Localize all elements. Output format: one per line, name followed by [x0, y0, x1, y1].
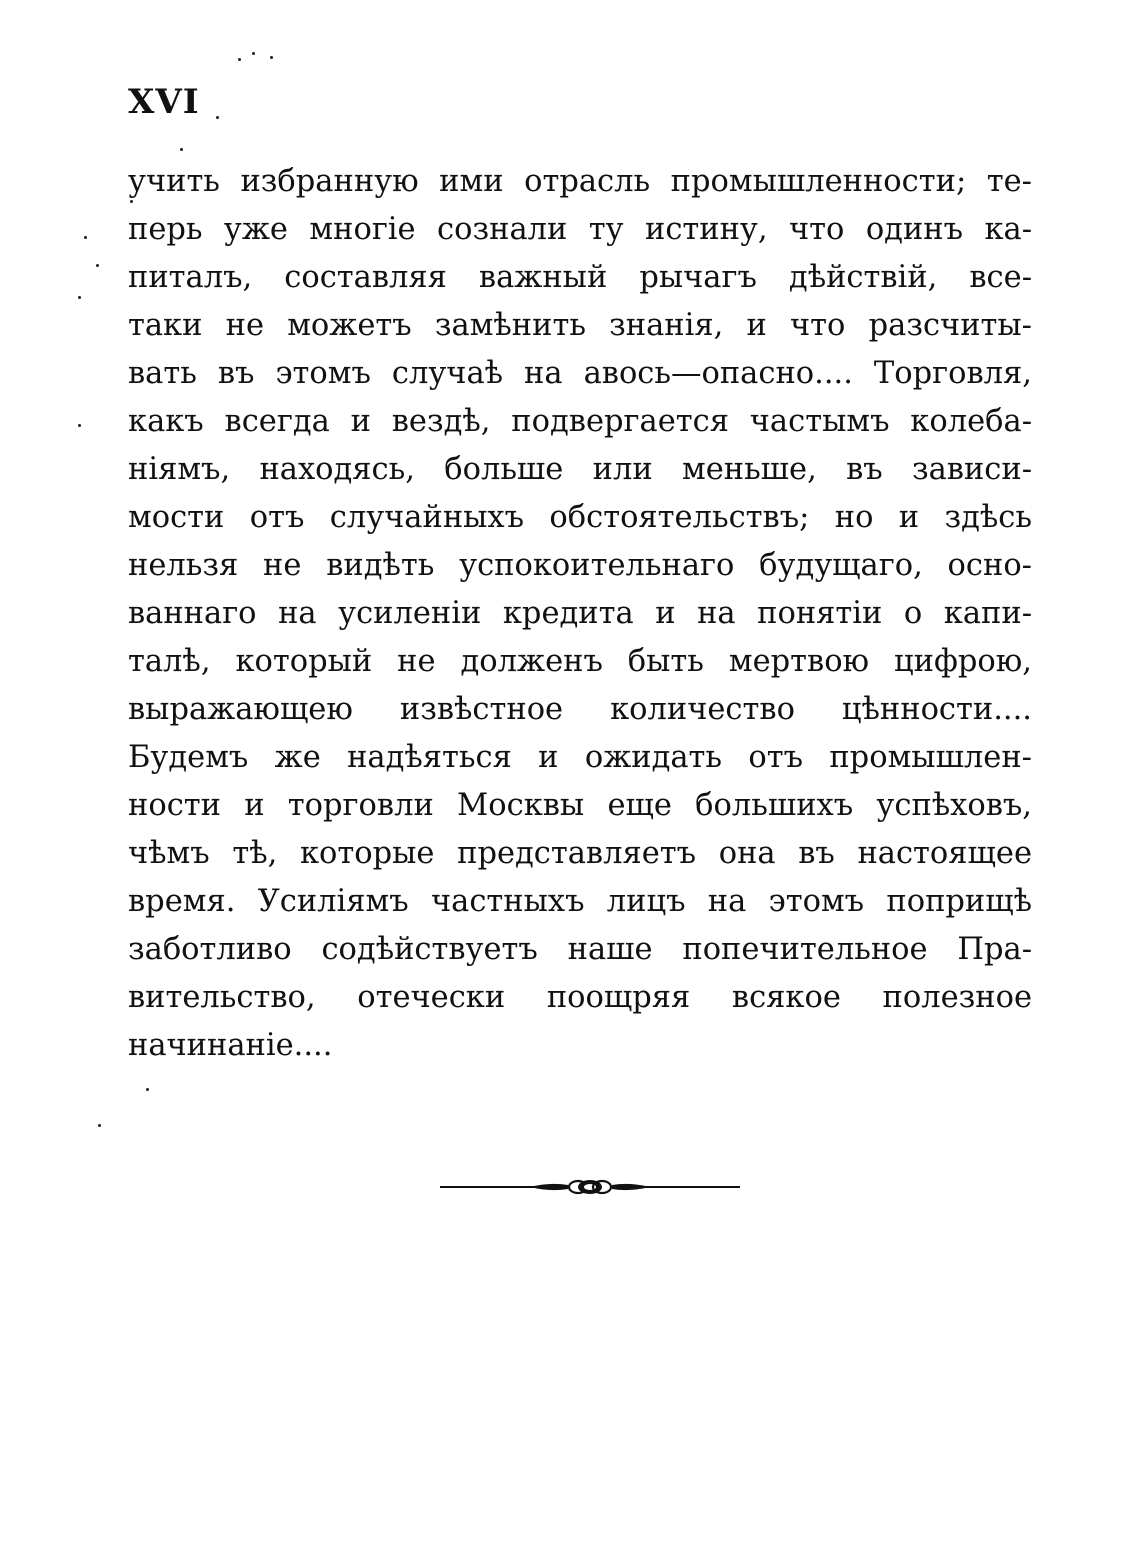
scan-speck: [252, 52, 255, 55]
scan-speck: [146, 1088, 149, 1091]
text-line: перь уже многіе сознали ту истину, что одинъ ка-: [128, 212, 1032, 247]
scan-speck: [78, 424, 81, 427]
scan-speck: [238, 58, 241, 61]
text-line: вать въ этомъ случаѣ на авось—опасно.... Торговля,: [128, 356, 1032, 391]
text-line: чѣмъ тѣ, которые представляетъ она въ настоящее: [128, 836, 1032, 871]
text-line: ности и торговли Москвы еще большихъ успѣховъ,: [128, 788, 1032, 823]
scan-speck: [78, 296, 81, 299]
text-line: таки не можетъ замѣнить знанія, и что разсчиты-: [128, 308, 1032, 343]
scan-speck: [216, 116, 219, 119]
text-line: время. Усиліямъ частныхъ лицъ на этомъ поприщѣ: [128, 884, 1032, 919]
ornamental-rule-icon: [440, 1176, 740, 1198]
text-line: начинаніе....: [128, 1028, 333, 1063]
text-line: нельзя не видѣть успокоительнаго будущаго, осно-: [128, 548, 1032, 583]
text-line: талѣ, который не долженъ быть мертвою цифрою,: [128, 644, 1032, 679]
text-line: ніямъ, находясь, больше или меньше, въ зависи-: [128, 452, 1032, 487]
scan-speck: [270, 56, 273, 59]
text-line: какъ всегда и вездѣ, подвергается частымъ колеба-: [128, 404, 1032, 439]
text-line: питалъ, составляя важный рычагъ дѣйствій, все-: [128, 260, 1032, 295]
text-line: учить избранную ими отрасль промышленности; те-: [128, 164, 1032, 199]
body-text: [128, 158, 1032, 1070]
scan-speck: [84, 236, 87, 239]
text-line: выражающею извѣстное количество цѣнности....: [128, 692, 1032, 727]
scan-speck: [96, 264, 99, 267]
text-line: заботливо содѣйствуетъ наше попечительное Пра-: [128, 932, 1032, 967]
text-line: ваннаго на усиленіи кредита и на понятіи о капи-: [128, 596, 1032, 631]
text-line: Будемъ же надѣяться и ожидать отъ промышлен-: [128, 740, 1032, 775]
page-number: XVI: [128, 82, 200, 122]
text-line: вительство, отечески поощряя всякое полезное: [128, 980, 1032, 1015]
text-line: мости отъ случайныхъ обстоятельствъ; но и здѣсь: [128, 500, 1032, 535]
scan-speck: [98, 1124, 101, 1127]
scan-speck: [180, 148, 183, 151]
